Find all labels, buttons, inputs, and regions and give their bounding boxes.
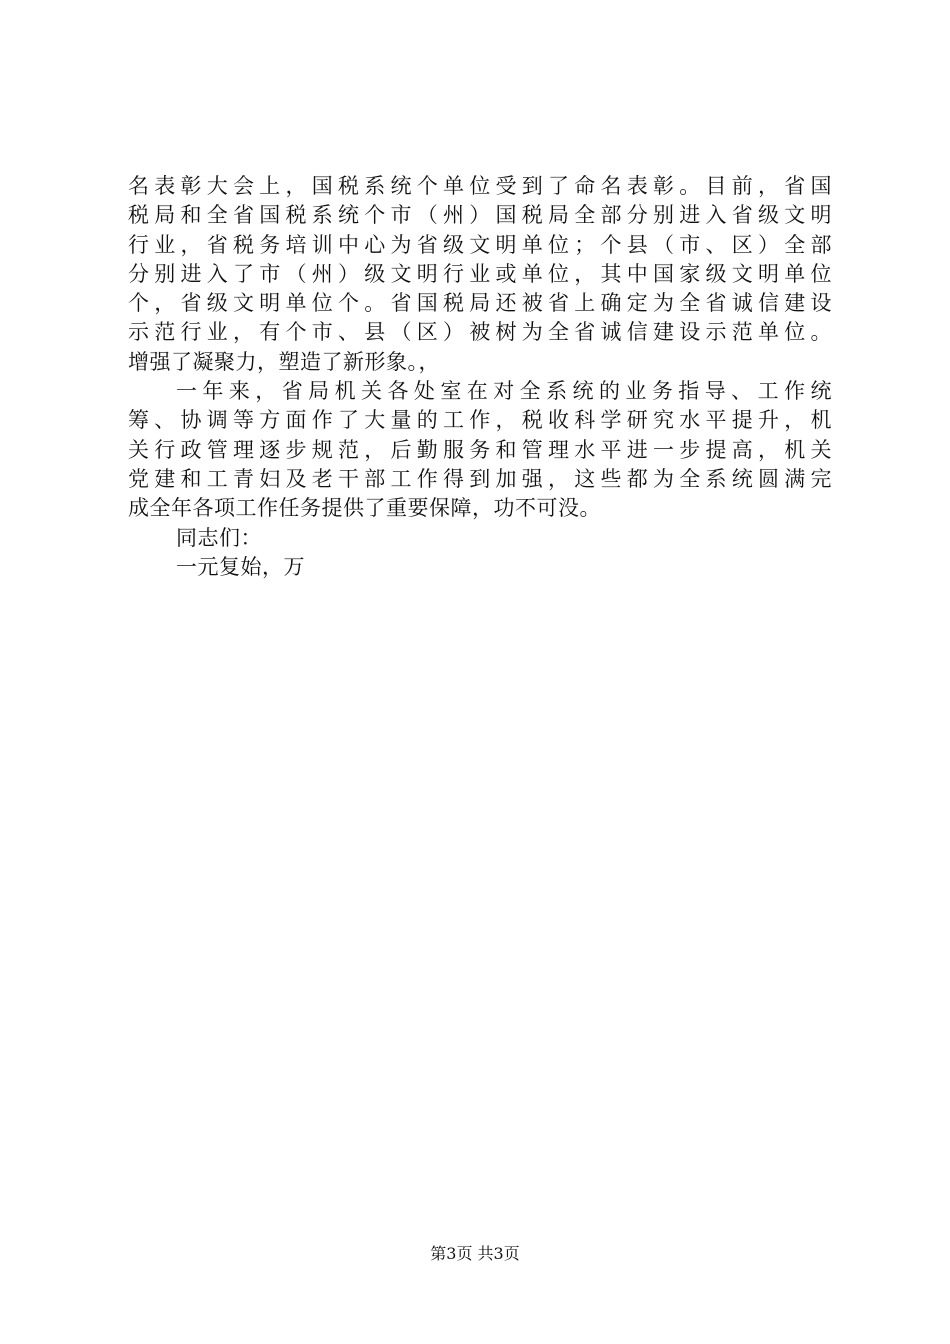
text-line: 同志们： bbox=[176, 525, 262, 550]
text-line: 筹、协调等方面作了大量的工作，税收科学研究水平提升，机 bbox=[128, 408, 832, 433]
text-line: 关行政管理逐步规范，后勤服务和管理水平进一步提高，机关 bbox=[128, 437, 832, 462]
text-line: 一年来，省局机关各处室在对全系统的业务指导、工作统 bbox=[176, 379, 832, 404]
text-line: 示范行业，有个市、县（区）被树为全省诚信建设示范单位。 bbox=[128, 320, 832, 345]
page-number-label: 第3页 共3页 bbox=[430, 1244, 520, 1263]
text-line: 增强了凝聚力，塑造了新形象。， bbox=[128, 349, 440, 374]
text-line: 分别进入了市（州）级文明行业或单位，其中国家级文明单位 bbox=[128, 261, 832, 286]
text-line: 一元复始，万 bbox=[176, 554, 305, 579]
document-body bbox=[128, 172, 832, 582]
text-line: 党建和工青妇及老干部工作得到加强，这些都为全系统圆满完 bbox=[128, 466, 832, 491]
text-line: 名表彰大会上，国税系统个单位受到了命名表彰。目前，省国 bbox=[128, 174, 832, 198]
text-line: 税局和全省国税系统个市（州）国税局全部分别进入省级文明 bbox=[128, 203, 832, 228]
text-line: 成全年各项工作任务提供了重要保障，功不可没。 bbox=[128, 496, 601, 521]
page-footer bbox=[0, 1242, 950, 1266]
text-line: 行业，省税务培训中心为省级文明单位；个县（市、区）全部 bbox=[128, 232, 832, 257]
text-line: 个，省级文明单位个。省国税局还被省上确定为全省诚信建设 bbox=[128, 291, 832, 316]
